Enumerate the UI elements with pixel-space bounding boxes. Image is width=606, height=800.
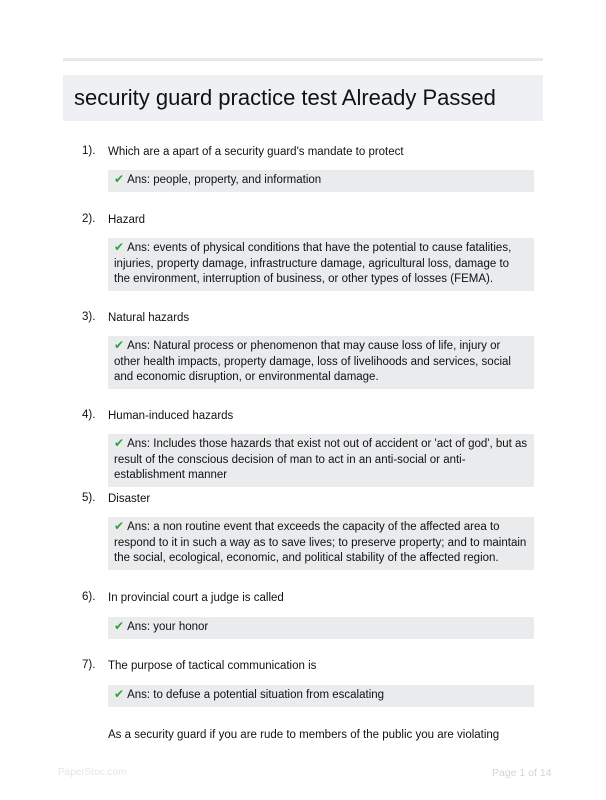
answer-text: Ans: to defuse a potential situation from escalating	[127, 689, 385, 701]
check-icon: ✔	[114, 519, 125, 533]
check-icon: ✔	[114, 172, 125, 186]
question-number: 3).	[82, 311, 96, 323]
question-number: 5).	[82, 492, 96, 504]
question-text: In provincial court a judge is called	[108, 592, 284, 604]
footer-brand: PaperStoc.com	[58, 767, 127, 778]
answer-box	[108, 685, 534, 707]
check-icon: ✔	[114, 338, 125, 352]
trailing-question-text: As a security guard if you are rude to members of the public you are violating	[108, 729, 500, 741]
title-banner	[63, 75, 543, 121]
top-divider	[63, 58, 543, 61]
check-icon: ✔	[114, 687, 125, 701]
answer-text: Ans: Natural process or phenomenon that may cause loss of life, injury or other health impacts, property damage, loss of livelihoods and services, social and economic disruption, or environmental damage.	[114, 340, 511, 383]
question-text: Hazard	[108, 214, 146, 226]
answer-text: Ans: people, property, and information	[127, 174, 322, 186]
answer-text: Ans: Includes those hazards that exist not out of accident or 'act of god', but as result of the conscious decision of man to act in an anti-social or anti-establishment manner	[114, 438, 528, 481]
answer-box	[108, 517, 534, 570]
question-text: Which are a apart of a security guard's mandate to protect	[108, 146, 404, 158]
question-number: 7).	[82, 659, 96, 671]
check-icon: ✔	[114, 240, 125, 254]
answer-box	[108, 238, 534, 291]
answer-text: Ans: a non routine event that exceeds the capacity of the affected area to respond to it in such a way as to save lives; to preserve property; and to maintain the social, ecological, economic, and political stability of the affected region.	[114, 521, 527, 564]
check-icon: ✔	[114, 619, 125, 633]
page-number: Page 1 of 14	[492, 767, 552, 779]
question-number: 2).	[82, 213, 96, 225]
answer-text: Ans: your honor	[127, 621, 209, 633]
answer-box	[108, 170, 534, 192]
check-icon: ✔	[114, 436, 125, 450]
question-text: Disaster	[108, 493, 151, 505]
question-number: 6).	[82, 591, 96, 603]
answer-text: Ans: events of physical conditions that have the potential to cause fatalities, injuries, property damage, infrastructure damage, agricultural loss, damage to the environment, interruption of business, or other types of losses (FEMA).	[114, 242, 512, 285]
answer-box	[108, 336, 534, 389]
question-text: Human-induced hazards	[108, 410, 234, 422]
answer-box	[108, 434, 534, 487]
question-text: The purpose of tactical communication is	[108, 660, 317, 672]
answer-box	[108, 617, 534, 639]
question-number: 1).	[82, 145, 96, 157]
question-number: 4).	[82, 409, 96, 421]
page-title: security guard practice test Already Passed	[74, 85, 496, 110]
question-text: Natural hazards	[108, 312, 190, 324]
